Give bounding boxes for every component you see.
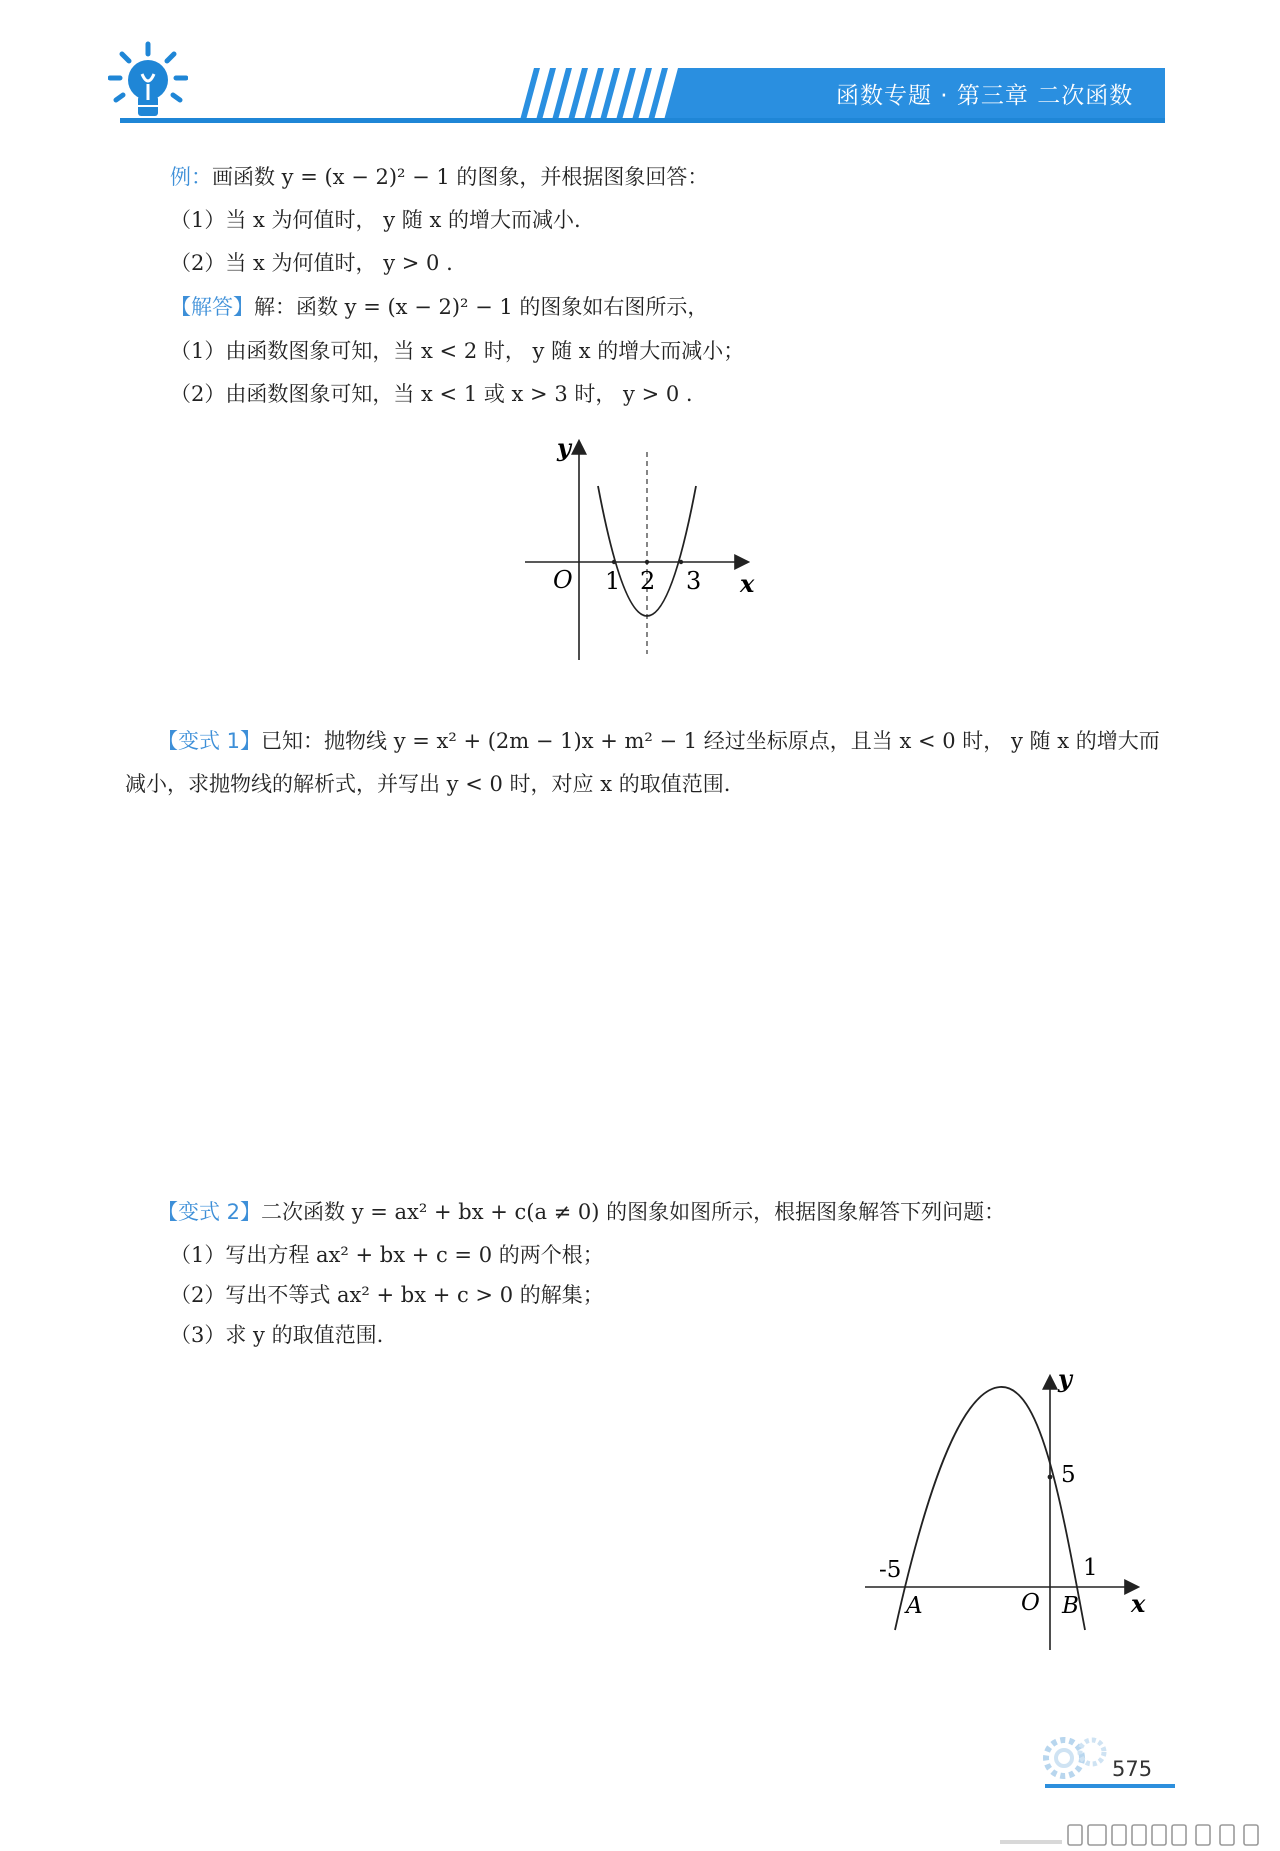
- fig2-parabola: [895, 1387, 1085, 1630]
- fig2-origin: O: [1021, 1590, 1040, 1616]
- fig2-left-root: -5: [879, 1557, 902, 1583]
- example-stem: 画函数 y = (x − 2)² − 1 的图象，并根据图象回答：: [212, 165, 709, 189]
- example-stem-line: [170, 160, 708, 194]
- fig1-y-label: y: [557, 433, 571, 462]
- variant1-tag: 【变式 1】: [157, 729, 262, 753]
- fig1-tick-2: 2: [640, 567, 656, 595]
- fig2-y-intercept: 5: [1061, 1462, 1076, 1488]
- fig2-y-label: y: [1058, 1365, 1072, 1393]
- variant2-question-1: （1）写出方程 ax² + bx + c = 0 的两个根；: [170, 1243, 604, 1267]
- variant1-line-1: 已知：抛物线 y = x² + (2m − 1)x + m² − 1 经过坐标原点，且当 x < 0 时， y 随 x 的增大而: [261, 729, 1160, 753]
- page-header-title: 函数专题 · 第三章 二次函数: [836, 83, 1134, 109]
- answer-tag: 【解答】: [170, 295, 254, 319]
- variant2-question-2: （2）写出不等式 ax² + bx + c > 0 的解集；: [170, 1283, 604, 1307]
- variant2-stem-row: [157, 1195, 1005, 1229]
- fig1-x-label: x: [740, 569, 755, 598]
- example-question-2: （2）当 x 为何值时， y > 0 .: [170, 251, 453, 275]
- variant2-question-3: （3）求 y 的取值范围.: [170, 1323, 384, 1347]
- parabola-figure-1: [515, 432, 755, 672]
- answer-line-3: （2）由函数图象可知，当 x < 1 或 x > 3 时， y > 0 .: [170, 382, 693, 406]
- fig2-right-root: 1: [1083, 1555, 1098, 1581]
- variant1-line-2: 减小，求抛物线的解析式，并写出 y < 0 时，对应 x 的取值范围.: [125, 772, 731, 796]
- gear-icon: [1040, 1728, 1110, 1784]
- page-number: 575: [1112, 1757, 1153, 1781]
- answer-line-1-row: [170, 290, 708, 324]
- answer-line-2: （1）由函数图象可知，当 x < 2 时， y 随 x 的增大而减小；: [170, 339, 745, 363]
- parabola-figure-2: [865, 1365, 1155, 1655]
- variant1-line-1-row: [157, 724, 1160, 758]
- fig2-x-label: x: [1131, 1589, 1146, 1618]
- example-question-1: （1）当 x 为何值时， y 随 x 的增大而减小.: [170, 208, 581, 232]
- fig1-origin: O: [553, 566, 573, 594]
- fig2-point-b: B: [1062, 1593, 1079, 1619]
- fig1-tick-1: 1: [605, 567, 621, 595]
- footer-decoration: [1000, 1822, 1262, 1848]
- example-tag: 例：: [170, 165, 212, 189]
- fig1-tick-3: 3: [686, 567, 702, 595]
- footer-rule: [1045, 1784, 1175, 1788]
- variant2-tag: 【变式 2】: [157, 1200, 262, 1224]
- variant2-stem: 二次函数 y = ax² + bx + c(a ≠ 0) 的图象如图所示，根据图象解答下列问题：: [261, 1200, 1006, 1224]
- lightbulb-icon: [108, 40, 188, 122]
- answer-line-1: 解：函数 y = (x − 2)² − 1 的图象如右图所示，: [254, 295, 709, 319]
- fig2-point-a: A: [906, 1593, 923, 1619]
- header-rule: [120, 118, 1165, 123]
